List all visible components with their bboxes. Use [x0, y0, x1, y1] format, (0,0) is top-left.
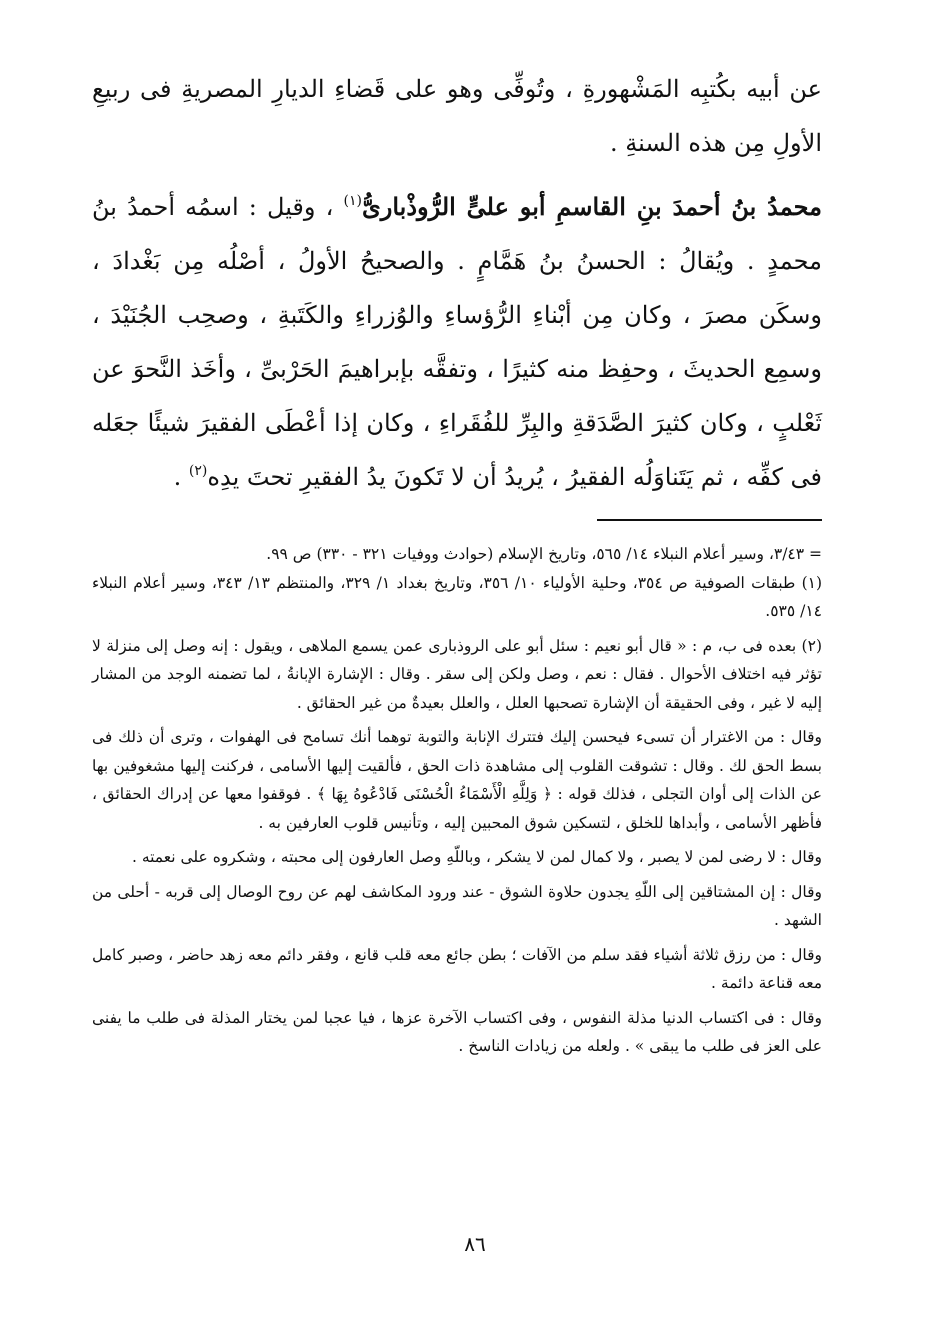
main-text: [92, 62, 822, 504]
footnote-2-paragraph: وقال : لا رضى لمن لا يصبر ، ولا كمال لمن لا يشكر ، وباللّهِ وصل العارفون إلى محبته ، وشكروه على نعمته .: [131, 848, 822, 866]
footnote-2-paragraph: وقال : إن المشتاقين إلى اللّهِ يجدون حلاوة الشوق - عند ورود المكاشف لهم عن روح الوصال إلى قربه - أحلى من الشهد .: [92, 882, 822, 929]
biography-text: ، وقيل : اسمُه أحمدُ بنُ محمدٍ . ويُقالُ : الحسنُ بنُ هَمَّامٍ . والصحيحُ الأولُ ، أصْلُه مِن بَغْدادَ ، وسكَن مصرَ ، وكان مِن أبْناءِ الرُّؤساءِ والوُزراءِ والكَتَبةِ ، وصحِب الجُنَيْدَ ، وسمِع الحديثَ ، وحفِظ منه كثيرًا ، وتفقَّه بإبراهيمَ الحَرْبىِّ ، وأخَذ النَّحوَ عن ثَعْلبٍ ، وكان كثيرَ الصَّدَقةِ والبِرِّ للفُقَراءِ ، وكان إذا أعْطَى الفقيرَ شيئًا جعَله فى كفِّه ، ثم يَتَناوَلُه الفقيرُ ، يُريدُ أن لا تَكونَ يدُ الفقيرِ تحتَ يدِه: [92, 193, 822, 491]
footnote-continuation: = ٣/٤٣، وسير أعلام النبلاء ١٤/ ٥٦٥، وتاريخ الإسلام (حوادث ووفيات ٣٢١ - ٣٣٠) ص ٩٩.: [266, 545, 822, 563]
footnote-ref-2: (٢): [188, 463, 208, 479]
footnote-ref-1: (١): [343, 193, 362, 209]
paragraph-continuation: عن أبيه بكُتبِه المَشْهورةِ ، وتُوفِّى وهو على قَضاءِ الديارِ المصريةِ فى ربيعِ الأولِ مِن هذه السنةِ .: [92, 75, 822, 157]
footnote-2-paragraph: وقال : فى اكتساب الدنيا مذلة النفوس ، وفى اكتساب الآخرة عزها ، فيا عجبا لمن يختار المذلة فى طلب ما يفنى على العز فى طلب ما يبقى » . ولعله من زيادات الناسخ .: [92, 1008, 822, 1055]
footnote-2: (٢) بعده فى ب، م : « قال أبو نعيم : سئل أبو على الروذبارى عمن يسمع الملاهى ، ويقول : إنه وصل إلى منزلة لا تؤثر فيه اختلاف الأحوال . فقال : نعم ، وصل ولكن إلى سقر . وقال : الإشارة الإبانةُ ، لما تضمنه الوجد من المشار إليه لا غير ، وفى الحقيقة أن الإشارة تصحبها العلل ، والعلل بعيدةٌ من غير الحقائق .: [92, 636, 822, 712]
footnote-1: (١) طبقات الصوفية ص ٣٥٤، وحلية الأولياء ١٠/ ٣٥٦، وتاريخ بغداد ١/ ٣٢٩، والمنتظم ١٣/ ٣٤٣، وسير أعلام النبلاء ١٤/ ٥٣٥.: [92, 573, 823, 620]
page-number: ٨٦: [464, 1232, 486, 1256]
biography-entry: [92, 180, 822, 504]
biography-name: محمدُ بنُ أحمدَ بنِ القاسمِ أبو علىٍّ الرُّوذْبارىُّ: [361, 192, 822, 221]
footnote-separator: [597, 519, 822, 521]
biography-end: .: [173, 463, 182, 491]
footnote-2-paragraph: وقال : من رزق ثلاثة أشياء فقد سلم من الآفات ؛ بطن جائع معه قلب قانع ، وفقر دائم معه زهد حاضر ، وصبر كامل معه قناعة دائمة .: [92, 945, 822, 992]
footnote-2-paragraph: وقال : من الاغترار أن تسىء فيحسن إليك فتترك الإنابة والتوبة توهما أنك تسامح فى الهفوات ، وترى أن ذلك فى بسط الحق لك . وقال : تشوقت القلوب إلى مشاهدة ذات الحق ، فألقيت إليها الأسامى ، فركنت إليها مشغوفين بها عن الذات إلى أوان التجلى ، فذلك قوله : ﴿ وَلِلَّهِ الْأَسْمَاءُ الْحُسْنَى فَادْعُوهُ بِهَا ﴾ . فوقفوا معها عن إدراك الحقائق ، فأظهر الأسامى ، وأبداها للخلق ، لتسكين شوق المحبين إليه ، وتأنيس قلوب العارفين به .: [92, 728, 822, 832]
footnotes: [92, 540, 822, 1061]
